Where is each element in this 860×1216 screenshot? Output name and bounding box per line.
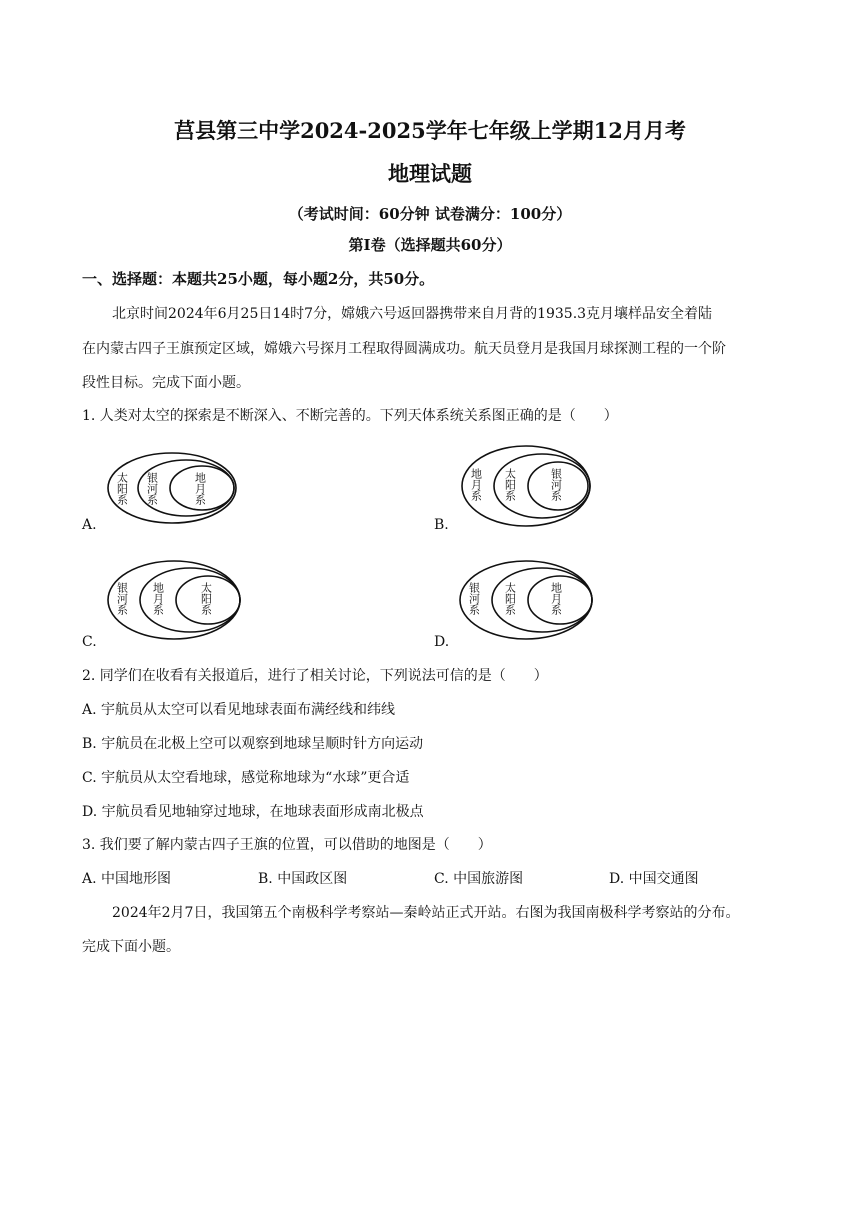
diagram-d-label-2: 太阳系 [503, 582, 517, 615]
section-heading: 一、选择题：本题共25小题，每小题2分，共50分。 [82, 270, 435, 288]
diagram-c-label-1: 银河系 [115, 582, 129, 615]
q2-option-b[interactable]: B. 宇航员在北极上空可以观察到地球呈顺时针方向运动 [82, 736, 424, 752]
q2-option-d[interactable]: D. 宇航员看见地轴穿过地球，在地球表面形成南北极点 [82, 804, 424, 820]
diagram-a [104, 450, 244, 530]
diagram-b-label-3: 银河系 [549, 468, 563, 501]
diagram-a-label-2: 银河系 [145, 472, 159, 505]
diagram-d [456, 558, 598, 644]
q3-option-b[interactable]: B. 中国政区图 [258, 871, 348, 887]
option-c-label[interactable]: C. [82, 634, 97, 650]
option-d-label[interactable]: D. [434, 634, 450, 650]
passage2-line: 2024年2月7日，我国第五个南极科学考察站—秦岭站正式开站。右图为我国南极科学考察站的分布。 [112, 905, 740, 921]
diagram-c-label-3: 太阳系 [199, 582, 213, 615]
passage-line: 段性目标。完成下面小题。 [82, 375, 250, 391]
subject-title: 地理试题 [388, 161, 472, 186]
diagram-c [104, 558, 246, 644]
q3-option-a[interactable]: A. 中国地形图 [82, 871, 172, 887]
question-2-stem: 2. 同学们在收看有关报道后，进行了相关讨论，下列说法可信的是（ ） [82, 668, 548, 684]
exam-title: 莒县第三中学2024-2025学年七年级上学期12月月考 [174, 118, 686, 143]
question-1-stem: 1. 人类对太空的探索是不断深入、不断完善的。下列天体系统关系图正确的是（ ） [82, 408, 618, 424]
diagram-a-label-3: 地月系 [193, 472, 207, 505]
q3-option-c[interactable]: C. 中国旅游图 [434, 871, 524, 887]
volume-heading: 第Ⅰ卷（选择题共60分） [348, 236, 512, 254]
diagram-d-label-1: 银河系 [467, 582, 481, 615]
passage-line: 北京时间2024年6月25日14时7分，嫦娥六号返回器携带来自月背的1935.3克月壤样品安全着陆 [112, 306, 713, 322]
option-a-label[interactable]: A. [82, 517, 97, 533]
diagram-b [458, 442, 598, 530]
q2-option-a[interactable]: A. 宇航员从太空可以看见地球表面布满经线和纬线 [82, 702, 396, 718]
q2-option-c[interactable]: C. 宇航员从太空看地球，感觉称地球为“水球”更合适 [82, 770, 410, 786]
diagram-c-label-2: 地月系 [151, 582, 165, 615]
diagram-b-label-2: 太阳系 [503, 468, 517, 501]
diagram-a-label-1: 太阳系 [115, 472, 129, 505]
passage2-line: 完成下面小题。 [82, 939, 180, 955]
passage-line: 在内蒙古四子王旗预定区域，嫦娥六号探月工程取得圆满成功。航天员登月是我国月球探测工程的一个阶 [82, 341, 726, 357]
diagram-b-label-1: 地月系 [469, 468, 483, 501]
q3-option-d[interactable]: D. 中国交通图 [609, 871, 699, 887]
option-b-label[interactable]: B. [434, 517, 449, 533]
exam-info: （考试时间：60分钟 试卷满分：100分） [288, 205, 572, 223]
question-3-stem: 3. 我们要了解内蒙古四子王旗的位置，可以借助的地图是（ ） [82, 837, 492, 853]
diagram-d-label-3: 地月系 [549, 582, 563, 615]
